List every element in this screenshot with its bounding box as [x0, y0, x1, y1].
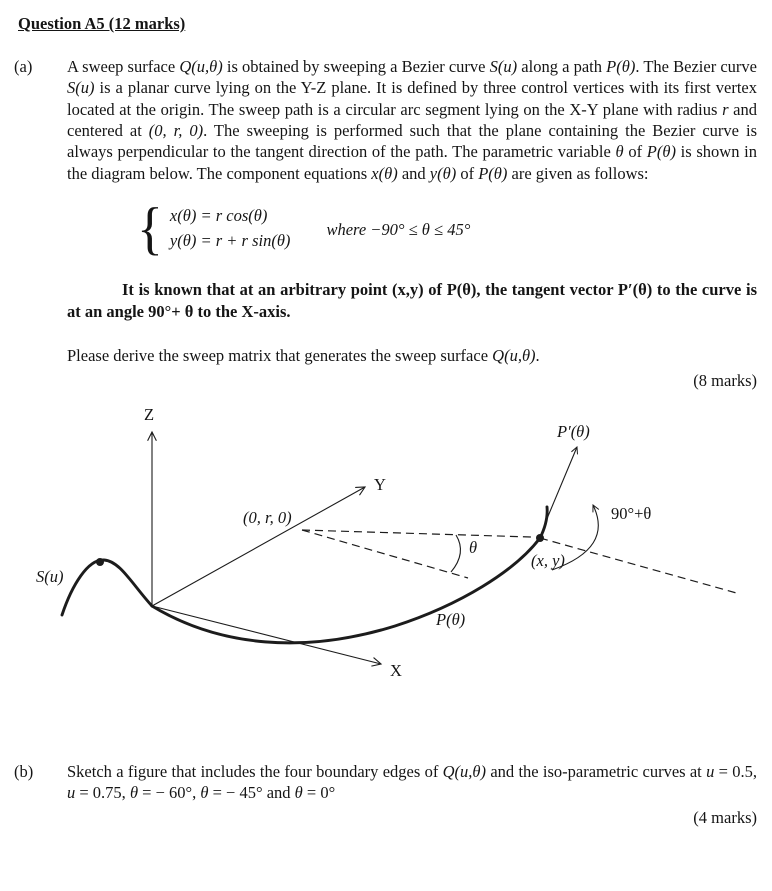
- tangent-note-paragraph: It is known that at an arbitrary point (x,y) of P(θ), the tangent vector P′(θ) to the curve is at an angle 90°+ θ to the X-axis.: [67, 280, 757, 321]
- derive-instruction: Please derive the sweep matrix that generates the sweep surface Q(u,θ).: [67, 346, 540, 366]
- part-a-marks: (8 marks): [693, 370, 757, 390]
- equation-line-y: y(θ) = r + r sin(θ): [169, 231, 291, 251]
- equation-domain: where −90° ≤ θ ≤ 45°: [326, 220, 471, 240]
- x-axis-label: X: [390, 661, 402, 680]
- part-a-label: (a): [14, 56, 33, 76]
- arc-center-label: (0, r, 0): [243, 508, 292, 527]
- y-axis-label: Y: [374, 475, 386, 494]
- question-title: Question A5 (12 marks): [18, 14, 186, 33]
- equation-brace: {: [137, 195, 163, 261]
- point-xy-dot: [536, 534, 544, 542]
- part-b-body: [67, 761, 757, 828]
- equation-line-x: x(θ) = r cos(θ): [169, 205, 268, 225]
- z-axis-label: Z: [143, 405, 155, 424]
- part-a: [14, 56, 757, 391]
- part-a-intro-paragraph: A sweep surface Q(u,θ) is obtained by sweeping a Bezier curve S(u) along a path P(θ). The Bezier curve S(u) is a planar curve lying on the Y-Z plane. It is defined by three control vertices with its first vertex located at the origin. The sweep path is a circular arc segment lying on the X-Y plane with radius r and centered at (0, r, 0). The sweeping is performed such that the plane containing the Bezier curve is always perpendicular to the tangent direction of the path. The parametric variable θ of P(θ) is shown in the diagram below. The component equations x(θ) and y(θ) of P(θ) are given as follows:: [67, 56, 757, 183]
- sweep-surface-diagram: [0, 401, 772, 721]
- part-b-paragraph: Sketch a figure that includes the four boundary edges of Q(u,θ) and the iso-parametric curves at u = 0.5, u = 0.75, θ = − 60°, θ = − 45° and θ = 0°: [67, 762, 757, 803]
- part-a-body: [67, 56, 757, 391]
- sweep-path-tangent-tail: [540, 507, 547, 538]
- theta-reference-dashed-line: [302, 530, 468, 578]
- point-xy-label: (x, y): [531, 551, 565, 570]
- theta-angle-arc: [451, 535, 460, 572]
- bezier-curve-endpoint-dot: [96, 558, 104, 566]
- equation-block: [137, 195, 757, 261]
- bezier-curve-label: S(u): [36, 567, 64, 586]
- equation-lines: [170, 203, 291, 254]
- sweep-path-curve: [152, 538, 540, 643]
- bezier-curve: [62, 560, 152, 615]
- part-b-marks: (4 marks): [693, 807, 757, 827]
- sweep-path-label: P(θ): [436, 610, 466, 629]
- part-b-label: (b): [14, 762, 34, 781]
- part-b: [14, 761, 757, 828]
- angle-90-plus-theta-label: 90°+θ: [611, 504, 652, 523]
- tangent-vector-label: P′(θ): [557, 422, 590, 441]
- theta-label: θ: [469, 538, 478, 557]
- x-parallel-dashed-line: [540, 538, 740, 594]
- tangent-vector-arrow: [546, 447, 577, 521]
- radius-dashed-line: [302, 530, 531, 537]
- y-axis-line: [152, 487, 365, 606]
- x-axis-line: [152, 606, 381, 664]
